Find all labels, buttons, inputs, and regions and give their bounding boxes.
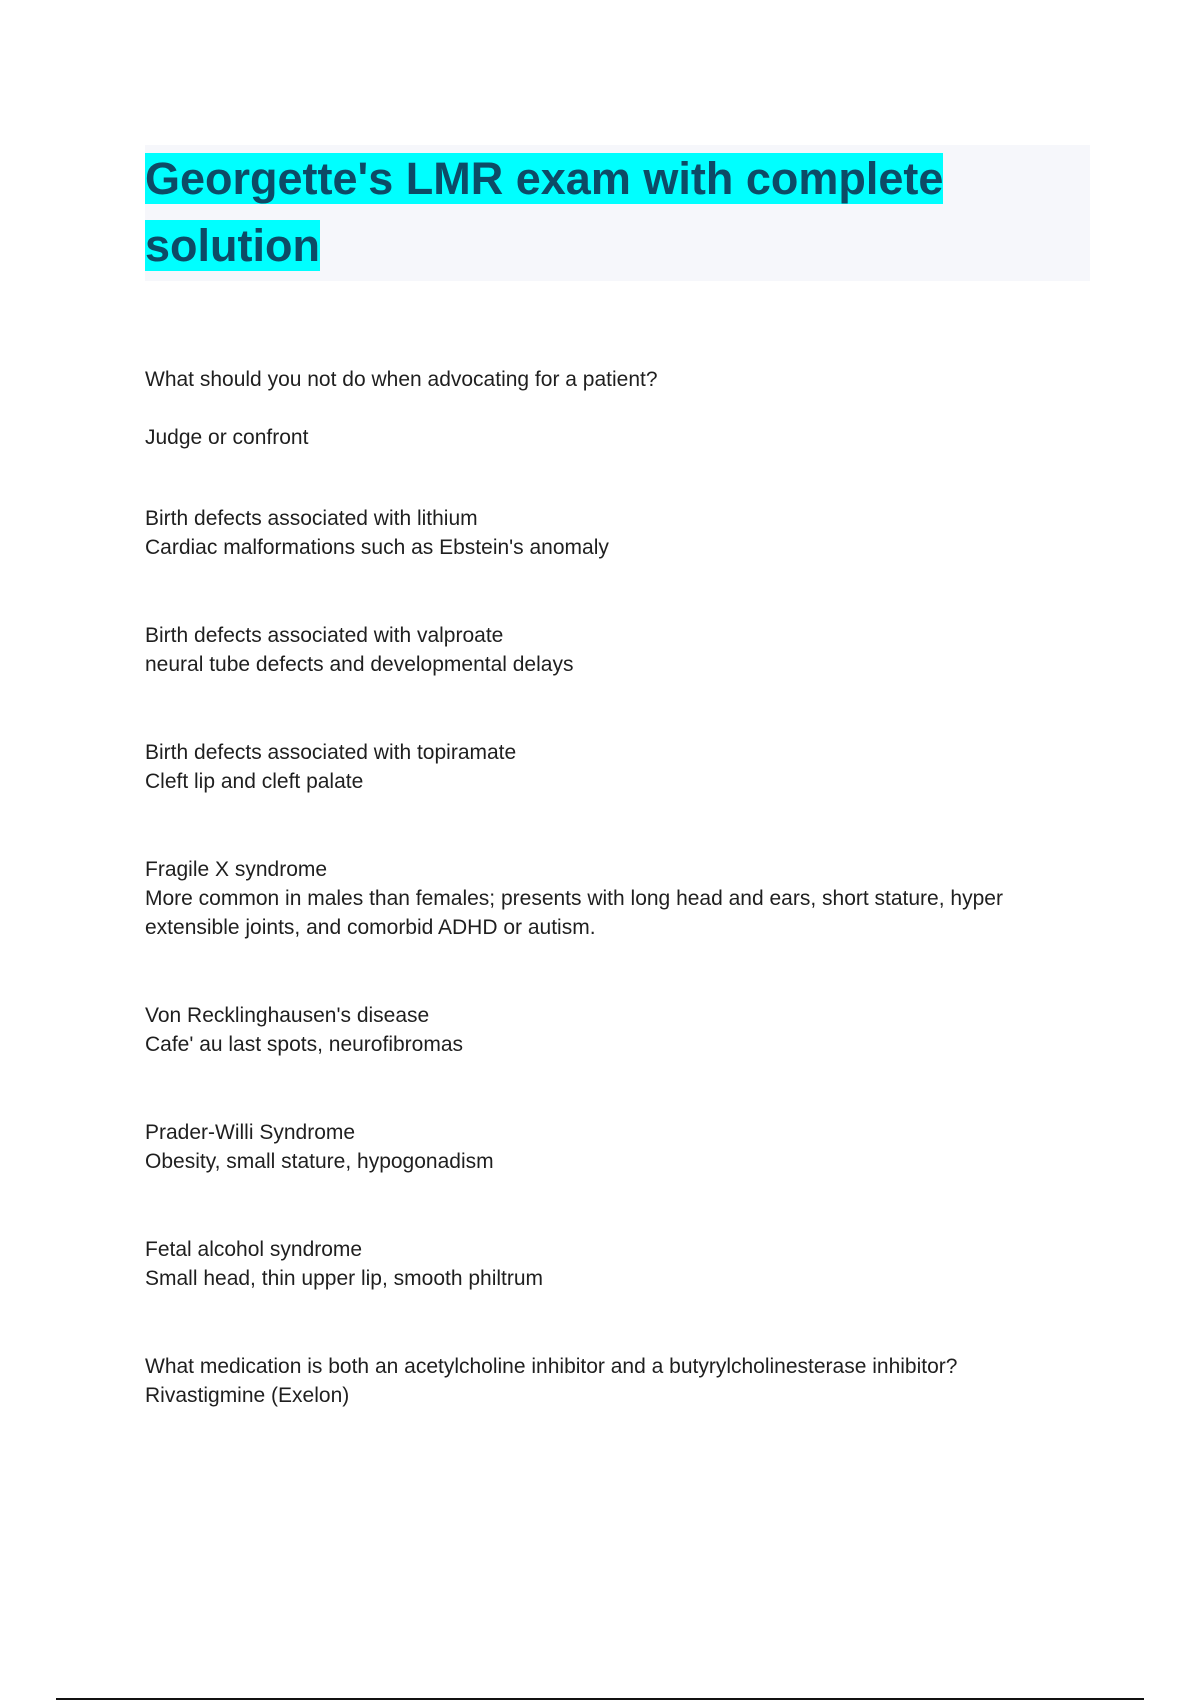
answer-text: Cleft lip and cleft palate <box>145 770 364 793</box>
answer-text: Judge or confront <box>145 426 309 449</box>
answer-text: Cafe' au last spots, neurofibromas <box>145 1033 464 1056</box>
answer-text: Rivastigmine (Exelon) <box>145 1384 350 1407</box>
answer-text: neural tube defects and developmental delays <box>145 653 574 676</box>
question-text: Fragile X syndrome <box>145 858 328 881</box>
qa-item <box>145 1118 1090 1176</box>
title-highlight: Georgette's LMR exam with complete solution <box>145 153 944 271</box>
document-title <box>145 145 1090 279</box>
question-text: Birth defects associated with lithium <box>145 507 478 530</box>
qa-list <box>145 365 1090 1410</box>
qa-item <box>145 365 1090 452</box>
qa-item <box>145 1235 1090 1293</box>
qa-item <box>145 738 1090 796</box>
question-text: Prader-Willi Syndrome <box>145 1121 356 1144</box>
question-text: Birth defects associated with valproate <box>145 624 504 647</box>
answer-text: Small head, thin upper lip, smooth philtrum <box>145 1267 544 1290</box>
question-text: Von Recklinghausen's disease <box>145 1004 430 1027</box>
question-text: What should you not do when advocating for a patient? <box>145 368 658 391</box>
question-text: Birth defects associated with topiramate <box>145 741 517 764</box>
answer-text: Cardiac malformations such as Ebstein's anomaly <box>145 536 609 559</box>
answer-text: Obesity, small stature, hypogonadism <box>145 1150 494 1173</box>
qa-item <box>145 1352 1090 1410</box>
qa-item <box>145 621 1090 679</box>
qa-item <box>145 855 1090 942</box>
question-text: Fetal alcohol syndrome <box>145 1238 363 1261</box>
title-block <box>145 145 1090 281</box>
qa-item <box>145 504 1090 562</box>
answer-text: More common in males than females; presents with long head and ears, short stature, hyper extensible joints, and comorbid ADHD or autism. <box>145 887 1003 939</box>
question-text: What medication is both an acetylcholine inhibitor and a butyrylcholinesterase inhibitor? <box>145 1355 958 1378</box>
qa-item <box>145 1001 1090 1059</box>
